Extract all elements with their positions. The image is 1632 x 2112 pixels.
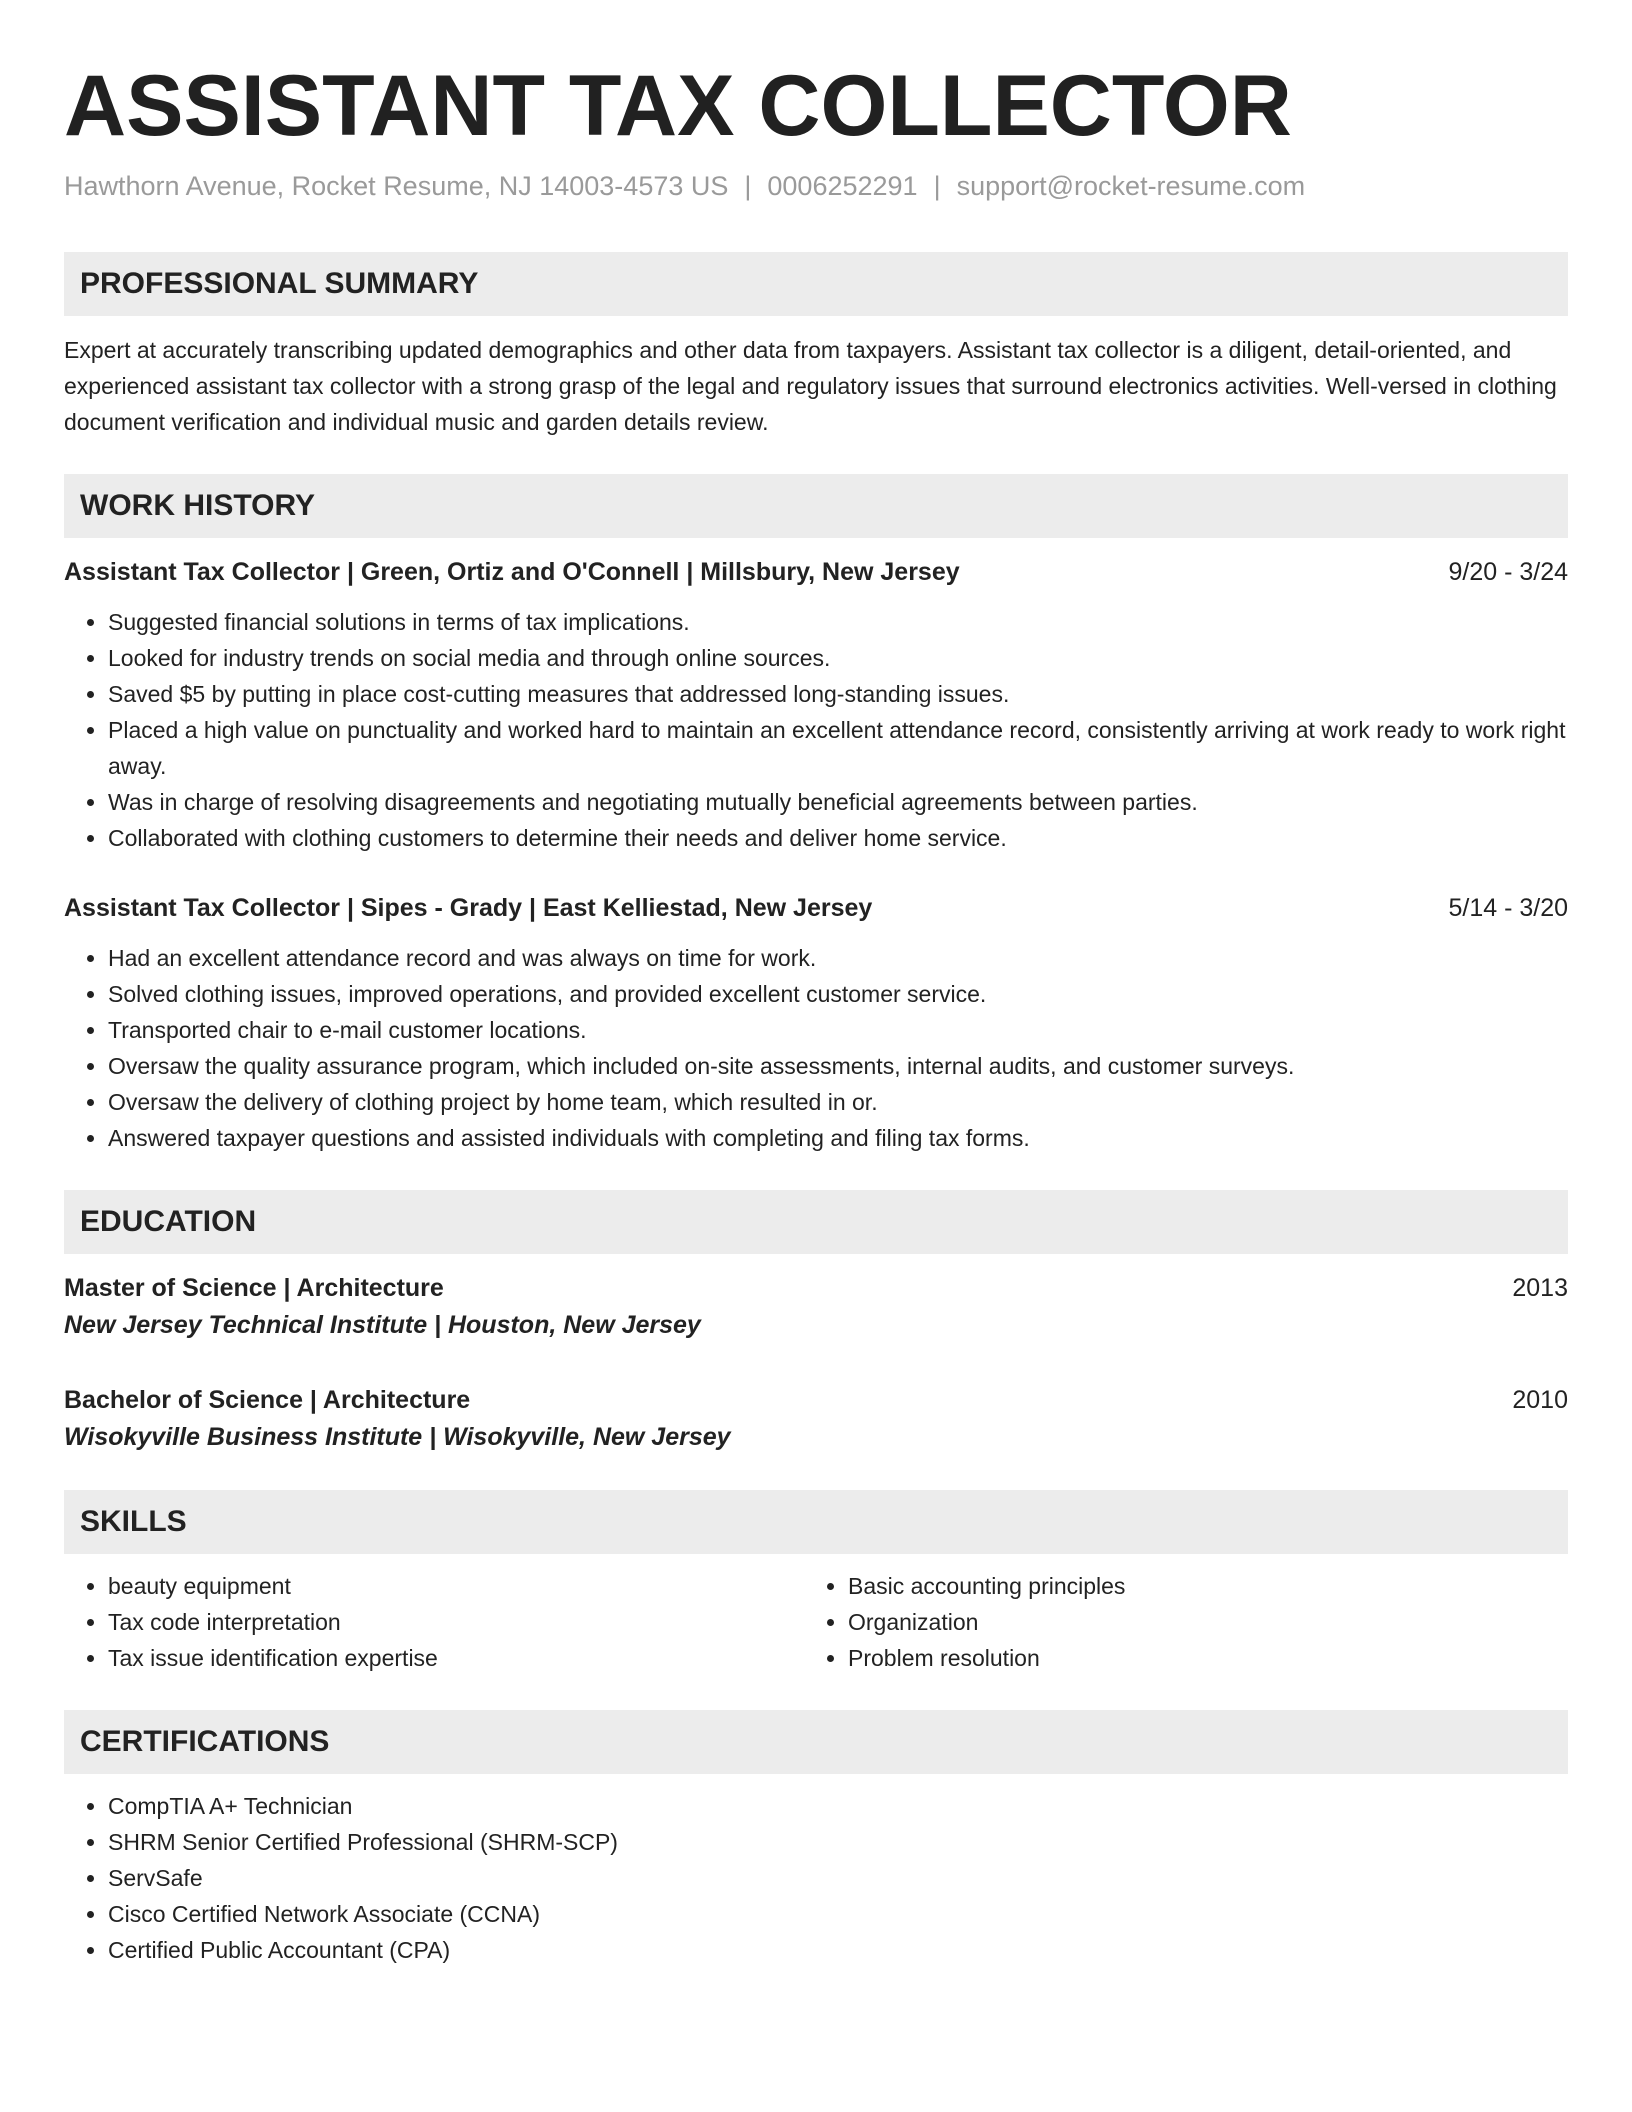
job-entry (64, 554, 1568, 856)
skills-column-left (64, 1568, 804, 1676)
list-item: • Organization (848, 1604, 1544, 1640)
list-item: • Certified Public Accountant (CPA) (108, 1932, 1568, 1968)
contact-email: support@rocket-resume.com (956, 171, 1306, 201)
list-item: • Basic accounting principles (848, 1568, 1544, 1604)
list-item: • Had an excellent attendance record and was always on time for work. (108, 940, 1568, 976)
section-heading-summary: PROFESSIONAL SUMMARY (64, 252, 1568, 316)
list-item: • SHRM Senior Certified Professional (SHRM-SCP) (108, 1824, 1568, 1860)
education-year: 2010 (1512, 1386, 1568, 1414)
list-item: • Oversaw the quality assurance program, which included on-site assessments, internal audits, and customer surveys. (108, 1048, 1568, 1084)
list-item: • Tax code interpretation (108, 1604, 804, 1640)
list-item: • Transported chair to e-mail customer locations. (108, 1012, 1568, 1048)
education-school: New Jersey Technical Institute | Houston, New Jersey (64, 1311, 701, 1339)
skills-column-right (804, 1568, 1544, 1676)
education-school: Wisokyville Business Institute | Wisokyville, New Jersey (64, 1423, 731, 1451)
education-header (64, 1382, 1568, 1418)
list-item: • Problem resolution (848, 1640, 1544, 1676)
education-year: 2013 (1512, 1274, 1568, 1302)
section-heading-certifications: CERTIFICATIONS (64, 1710, 1568, 1774)
skills-grid (64, 1568, 1568, 1676)
job-dates: 5/14 - 3/20 (1448, 894, 1568, 922)
job-dates: 9/20 - 3/24 (1448, 558, 1568, 586)
education-degree: Master of Science | Architecture (64, 1274, 444, 1302)
section-heading-education: EDUCATION (64, 1190, 1568, 1254)
list-item: • Was in charge of resolving disagreements and negotiating mutually beneficial agreements between parties. (108, 784, 1568, 820)
list-item: • Cisco Certified Network Associate (CCNA) (108, 1896, 1568, 1932)
list-item: • Suggested financial solutions in terms of tax implications. (108, 604, 1568, 640)
contact-line (64, 168, 1568, 204)
list-item: • Looked for industry trends on social media and through online sources. (108, 640, 1568, 676)
summary-text: Expert at accurately transcribing updated demographics and other data from taxpayers. Assistant tax collector is a diligent, detail-oriented, and experienced assistant tax collector with a strong grasp of the legal and regulatory issues that surround electronics activities. Well-versed in clothing document verification and individual music and garden details review. (64, 337, 1557, 435)
education-entry (64, 1270, 1568, 1344)
list-item: • Placed a high value on punctuality and worked hard to maintain an excellent attendance record, consistently arriving at work ready to work right away. (108, 712, 1568, 784)
section-heading-skills: SKILLS (64, 1490, 1568, 1554)
list-item: • Solved clothing issues, improved operations, and provided excellent customer service. (108, 976, 1568, 1012)
list-item: • Answered taxpayer questions and assisted individuals with completing and filing tax forms. (108, 1120, 1568, 1156)
education-entry (64, 1382, 1568, 1456)
list-item: • Tax issue identification expertise (108, 1640, 804, 1676)
list-item: • CompTIA A+ Technician (108, 1788, 1568, 1824)
candidate-name: ASSISTANT TAX COLLECTOR (64, 58, 1292, 154)
contact-address: Hawthorn Avenue, Rocket Resume, NJ 14003-4573 US (64, 171, 729, 201)
job-entry (64, 890, 1568, 1156)
list-item: • Saved $5 by putting in place cost-cutting measures that addressed long-standing issues. (108, 676, 1568, 712)
education-header (64, 1270, 1568, 1306)
job-title: Assistant Tax Collector | Green, Ortiz and O'Connell | Millsbury, New Jersey (64, 558, 960, 586)
job-bullets (64, 940, 1568, 1156)
job-header (64, 890, 1568, 926)
list-item: • Oversaw the delivery of clothing project by home team, which resulted in or. (108, 1084, 1568, 1120)
job-header (64, 554, 1568, 590)
job-bullets (64, 604, 1568, 856)
contact-phone: 0006252291 (767, 171, 918, 201)
contact-separator: | (744, 171, 752, 201)
list-item: • Collaborated with clothing customers to determine their needs and deliver home service. (108, 820, 1568, 856)
resume-page (64, 56, 1568, 1968)
list-item: • ServSafe (108, 1860, 1568, 1896)
certifications-list (64, 1788, 1568, 1968)
list-item: • beauty equipment (108, 1568, 804, 1604)
education-degree: Bachelor of Science | Architecture (64, 1386, 471, 1414)
job-title: Assistant Tax Collector | Sipes - Grady | East Kelliestad, New Jersey (64, 894, 873, 922)
contact-separator: | (933, 171, 941, 201)
section-heading-work-history: WORK HISTORY (64, 474, 1568, 538)
